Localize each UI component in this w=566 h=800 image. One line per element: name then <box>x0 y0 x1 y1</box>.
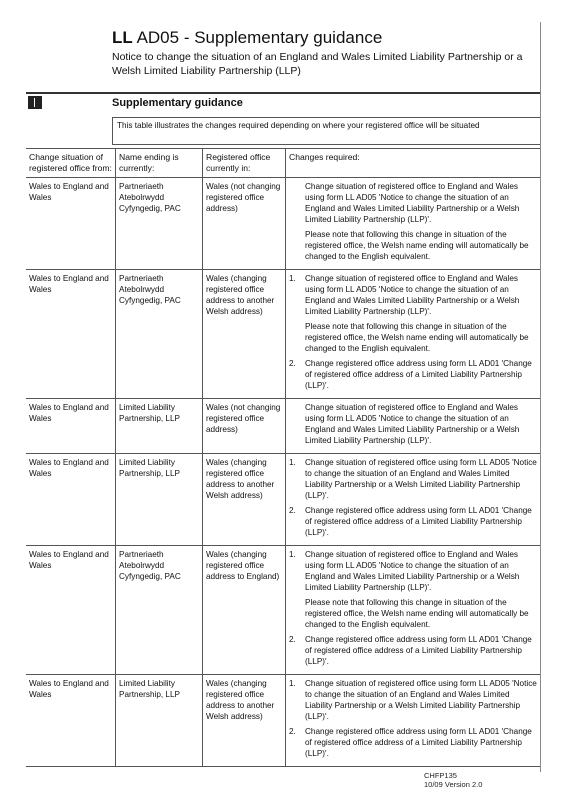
change-step <box>289 634 537 667</box>
step-number <box>289 321 305 354</box>
cell-changes-required <box>286 546 541 675</box>
table-row <box>26 675 540 767</box>
cell-from: Wales to England and Wales <box>26 399 116 454</box>
change-step <box>289 597 537 630</box>
change-step <box>289 402 537 446</box>
column-header-office: Registered office currently in: <box>203 149 286 178</box>
table-row <box>26 454 540 546</box>
step-number: 1. <box>289 679 296 688</box>
change-step <box>289 457 537 501</box>
form-footer <box>424 771 482 789</box>
step-text: Change situation of registered office using form LL AD05 'Notice to change the situation of an England and Wales Limited Liability Partnership or a Welsh Limited Liability Partnership (LLP)'. <box>305 458 537 500</box>
cell-name-ending: Limited Liability Partnership, LLP <box>116 454 203 546</box>
cell-registered-office: Wales (changing registered office address to another Welsh address) <box>203 454 286 546</box>
form-code: CHFP135 <box>424 771 457 780</box>
cell-name-ending: Partneriaeth Atebolrwydd Cyfyngedig, PAC <box>116 178 203 270</box>
step-text: Change registered office address using form LL AD01 'Change of registered office address of a Limited Liability Partnership (LLP)'. <box>305 506 532 537</box>
cell-registered-office: Wales (changing registered office address to another Welsh address) <box>203 270 286 399</box>
change-step <box>289 505 537 538</box>
column-header-from: Change situation of registered office from: <box>26 149 116 178</box>
step-text: Please note that following this change in situation of the registered office, the Welsh name ending will automatically be changed to the English equivalent. <box>305 598 529 629</box>
cell-name-ending: Partneriaeth Atebolrwydd Cyfyngedig, PAC <box>116 546 203 675</box>
cell-from: Wales to England and Wales <box>26 675 116 767</box>
cell-registered-office: Wales (changing registered office address to another Welsh address) <box>203 675 286 767</box>
cell-from: Wales to England and Wales <box>26 454 116 546</box>
cell-changes-required <box>286 675 541 767</box>
step-number: 1. <box>289 458 296 467</box>
section-title: Supplementary guidance <box>112 97 243 109</box>
table-row <box>26 399 540 454</box>
column-header-ending: Name ending is currently: <box>116 149 203 178</box>
step-number <box>289 181 305 225</box>
form-version: 10/09 Version 2.0 <box>424 780 483 789</box>
step-number <box>289 402 305 446</box>
table-row <box>26 178 540 270</box>
section-divider <box>26 92 540 94</box>
change-step <box>289 321 537 354</box>
table-row <box>26 546 540 675</box>
cell-from: Wales to England and Wales <box>26 178 116 270</box>
step-number <box>289 229 305 262</box>
change-step <box>289 678 537 722</box>
book-icon <box>28 96 42 109</box>
page-subtitle: Notice to change the situation of an England and Wales Limited Liability Partnership or a Welsh Limited Liability Partnership (LLP) <box>112 51 523 77</box>
table-row <box>26 270 540 399</box>
step-text: Change situation of registered office to England and Wales using form LL AD05 'Notice to change the situation of an England and Wales Limited Liability Partnership or a Welsh Limited Liability Partnership (LLP)'. <box>305 550 520 592</box>
change-step <box>289 181 537 225</box>
step-number <box>289 597 305 630</box>
column-header-changes: Changes required: <box>286 149 541 178</box>
cell-from: Wales to England and Wales <box>26 270 116 399</box>
change-step <box>289 229 537 262</box>
cell-changes-required <box>286 399 541 454</box>
step-text: Please note that following this change in situation of the registered office, the Welsh name ending will automatically be changed to the English equivalent. <box>305 322 529 353</box>
step-text: Change situation of registered office to England and Wales using form LL AD05 'Notice to change the situation of an England and Wales Limited Liability Partnership or a Welsh Limited Liability Partnership (LLP)'. <box>305 182 520 224</box>
cell-name-ending: Limited Liability Partnership, LLP <box>116 675 203 767</box>
cell-changes-required <box>286 178 541 270</box>
step-number: 1. <box>289 550 296 559</box>
cell-name-ending: Partneriaeth Atebolrwydd Cyfyngedig, PAC <box>116 270 203 399</box>
step-text: Change registered office address using form LL AD01 'Change of registered office address of a Limited Liability Partnership (LLP)'. <box>305 635 532 666</box>
guidance-table <box>26 148 540 767</box>
cell-changes-required <box>286 454 541 546</box>
cell-registered-office: Wales (not changing registered office address) <box>203 399 286 454</box>
table-header-row <box>26 149 540 178</box>
cell-name-ending: Limited Liability Partnership, LLP <box>116 399 203 454</box>
step-text: Change registered office address using form LL AD01 'Change of registered office address of a Limited Liability Partnership (LLP)'. <box>305 727 532 758</box>
step-text: Change situation of registered office to England and Wales using form LL AD05 'Notice to change the situation of an England and Wales Limited Liability Partnership or a Welsh Limited Liability Partnership (LLP)'. <box>305 274 520 316</box>
step-text: Please note that following this change in situation of the registered office, the Welsh name ending will automatically be changed to the English equivalent. <box>305 230 529 261</box>
change-step <box>289 273 537 317</box>
cell-changes-required <box>286 270 541 399</box>
cell-registered-office: Wales (changing registered office address to England) <box>203 546 286 675</box>
change-step <box>289 549 537 593</box>
step-number: 2. <box>289 506 296 515</box>
step-number: 1. <box>289 274 296 283</box>
step-number: 2. <box>289 727 296 736</box>
step-number: 2. <box>289 359 296 368</box>
right-margin-rule <box>540 22 541 772</box>
cell-registered-office: Wales (not changing registered office address) <box>203 178 286 270</box>
change-step <box>289 358 537 391</box>
page-title: LL AD05 - Supplementary guidance <box>112 28 383 47</box>
step-text: Change situation of registered office using form LL AD05 'Notice to change the situation of an England and Wales Limited Liability Partnership or a Welsh Limited Liability Partnership (LLP)'. <box>305 679 537 721</box>
step-text: Change situation of registered office to England and Wales using form LL AD05 'Notice to change the situation of an England and Wales Limited Liability Partnership or a Welsh Limited Liability Partnership (LLP)'. <box>305 403 520 445</box>
cell-from: Wales to England and Wales <box>26 546 116 675</box>
section-intro: This table illustrates the changes required depending on where your registered office will be situated <box>112 117 540 145</box>
step-text: Change registered office address using form LL AD01 'Change of registered office address of a Limited Liability Partnership (LLP)'. <box>305 359 532 390</box>
change-step <box>289 726 537 759</box>
step-number: 2. <box>289 635 296 644</box>
